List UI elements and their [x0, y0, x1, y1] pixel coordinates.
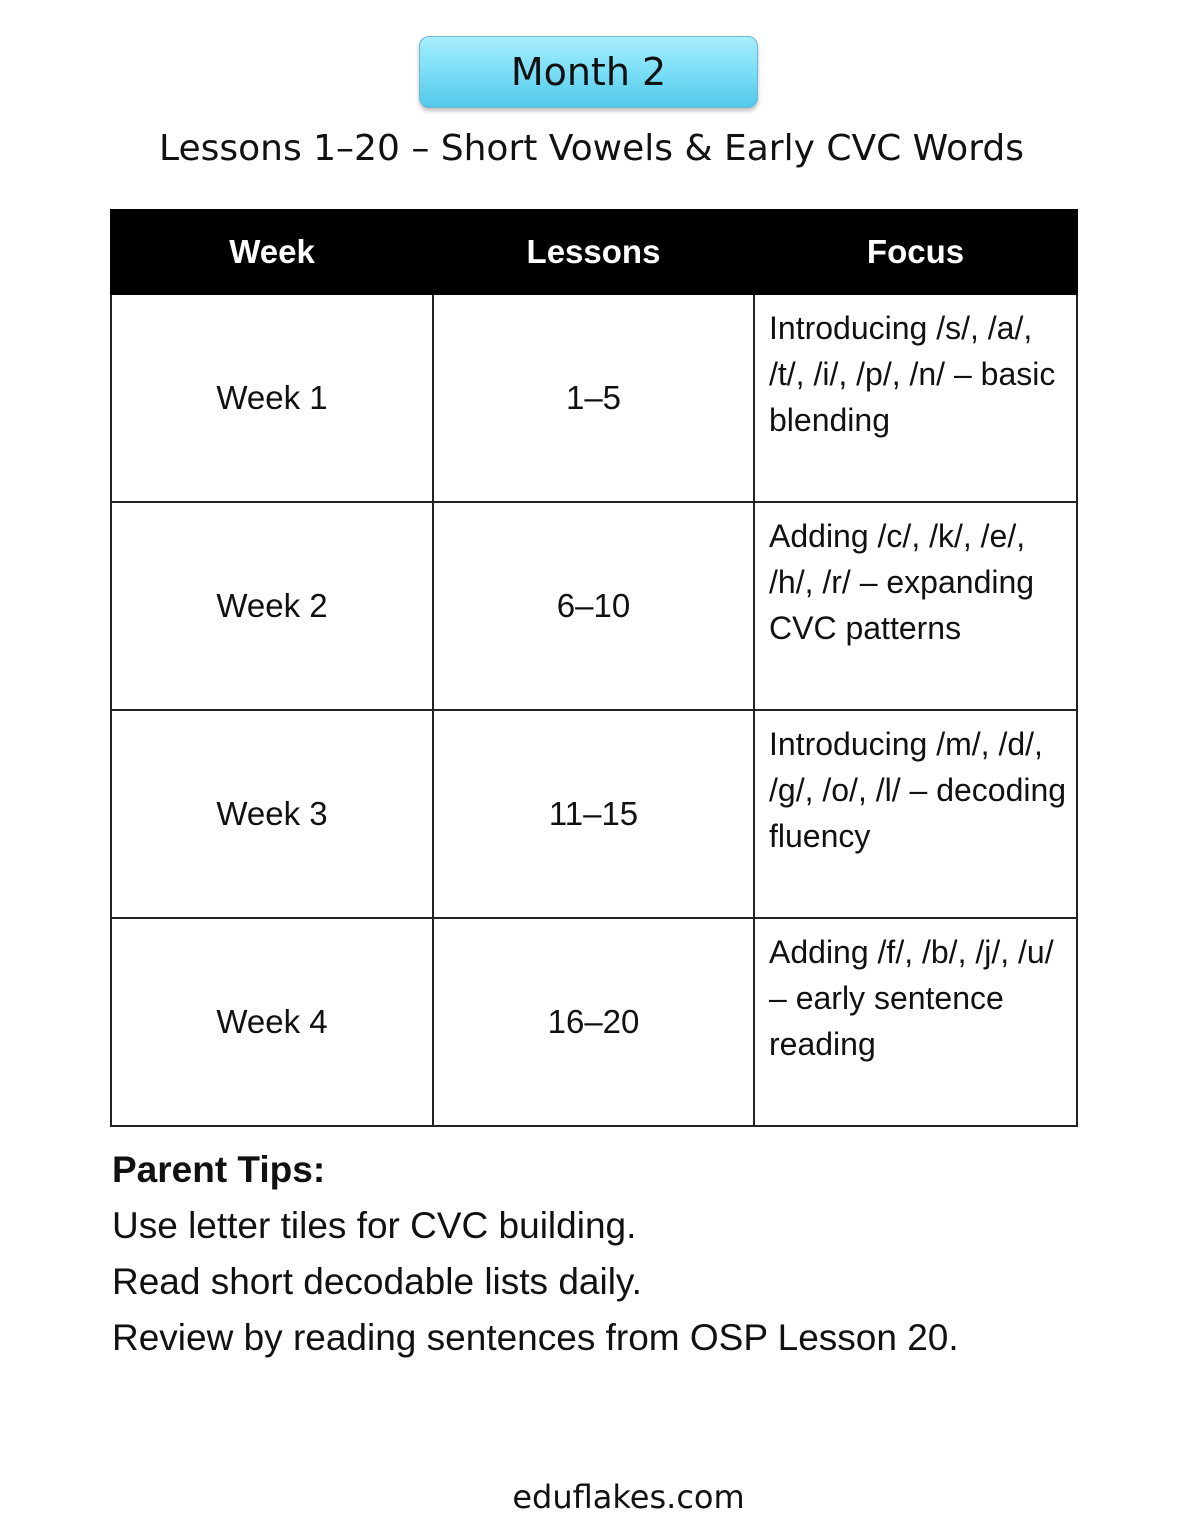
month-badge: Month 2	[419, 36, 758, 108]
lessons-cell: 1–5	[433, 294, 754, 502]
page-subtitle: Lessons 1–20 – Short Vowels & Early CVC Words	[159, 128, 1024, 169]
parent-tip-line: Read short decodable lists daily.	[112, 1261, 642, 1302]
parent-tips	[112, 1142, 1152, 1366]
column-header-lessons: Lessons	[433, 210, 754, 294]
lesson-plan-table	[110, 209, 1078, 1127]
focus-cell: Introducing /m/, /d/, /g/, /o/, /l/ – decoding fluency	[754, 710, 1077, 918]
table-header-row	[111, 210, 1077, 294]
week-cell: Week 4	[111, 918, 433, 1126]
table-row	[111, 502, 1077, 710]
parent-tip-line: Review by reading sentences from OSP Lesson 20.	[112, 1317, 959, 1358]
column-header-week: Week	[111, 210, 433, 294]
focus-cell: Adding /f/, /b/, /j/, /u/ – early sentence reading	[754, 918, 1077, 1126]
parent-tips-heading: Parent Tips:	[112, 1149, 326, 1190]
lessons-cell: 16–20	[433, 918, 754, 1126]
table-row	[111, 294, 1077, 502]
week-cell: Week 1	[111, 294, 433, 502]
footer-site: eduflakes.com	[512, 1478, 745, 1516]
focus-cell: Introducing /s/, /a/, /t/, /i/, /p/, /n/ – basic blending	[754, 294, 1077, 502]
lessons-cell: 6–10	[433, 502, 754, 710]
week-cell: Week 2	[111, 502, 433, 710]
focus-cell: Adding /c/, /k/, /e/, /h/, /r/ – expanding CVC patterns	[754, 502, 1077, 710]
table-row	[111, 918, 1077, 1126]
column-header-focus: Focus	[754, 210, 1077, 294]
parent-tip-line: Use letter tiles for CVC building.	[112, 1205, 637, 1246]
lessons-cell: 11–15	[433, 710, 754, 918]
table-row	[111, 710, 1077, 918]
week-cell: Week 3	[111, 710, 433, 918]
